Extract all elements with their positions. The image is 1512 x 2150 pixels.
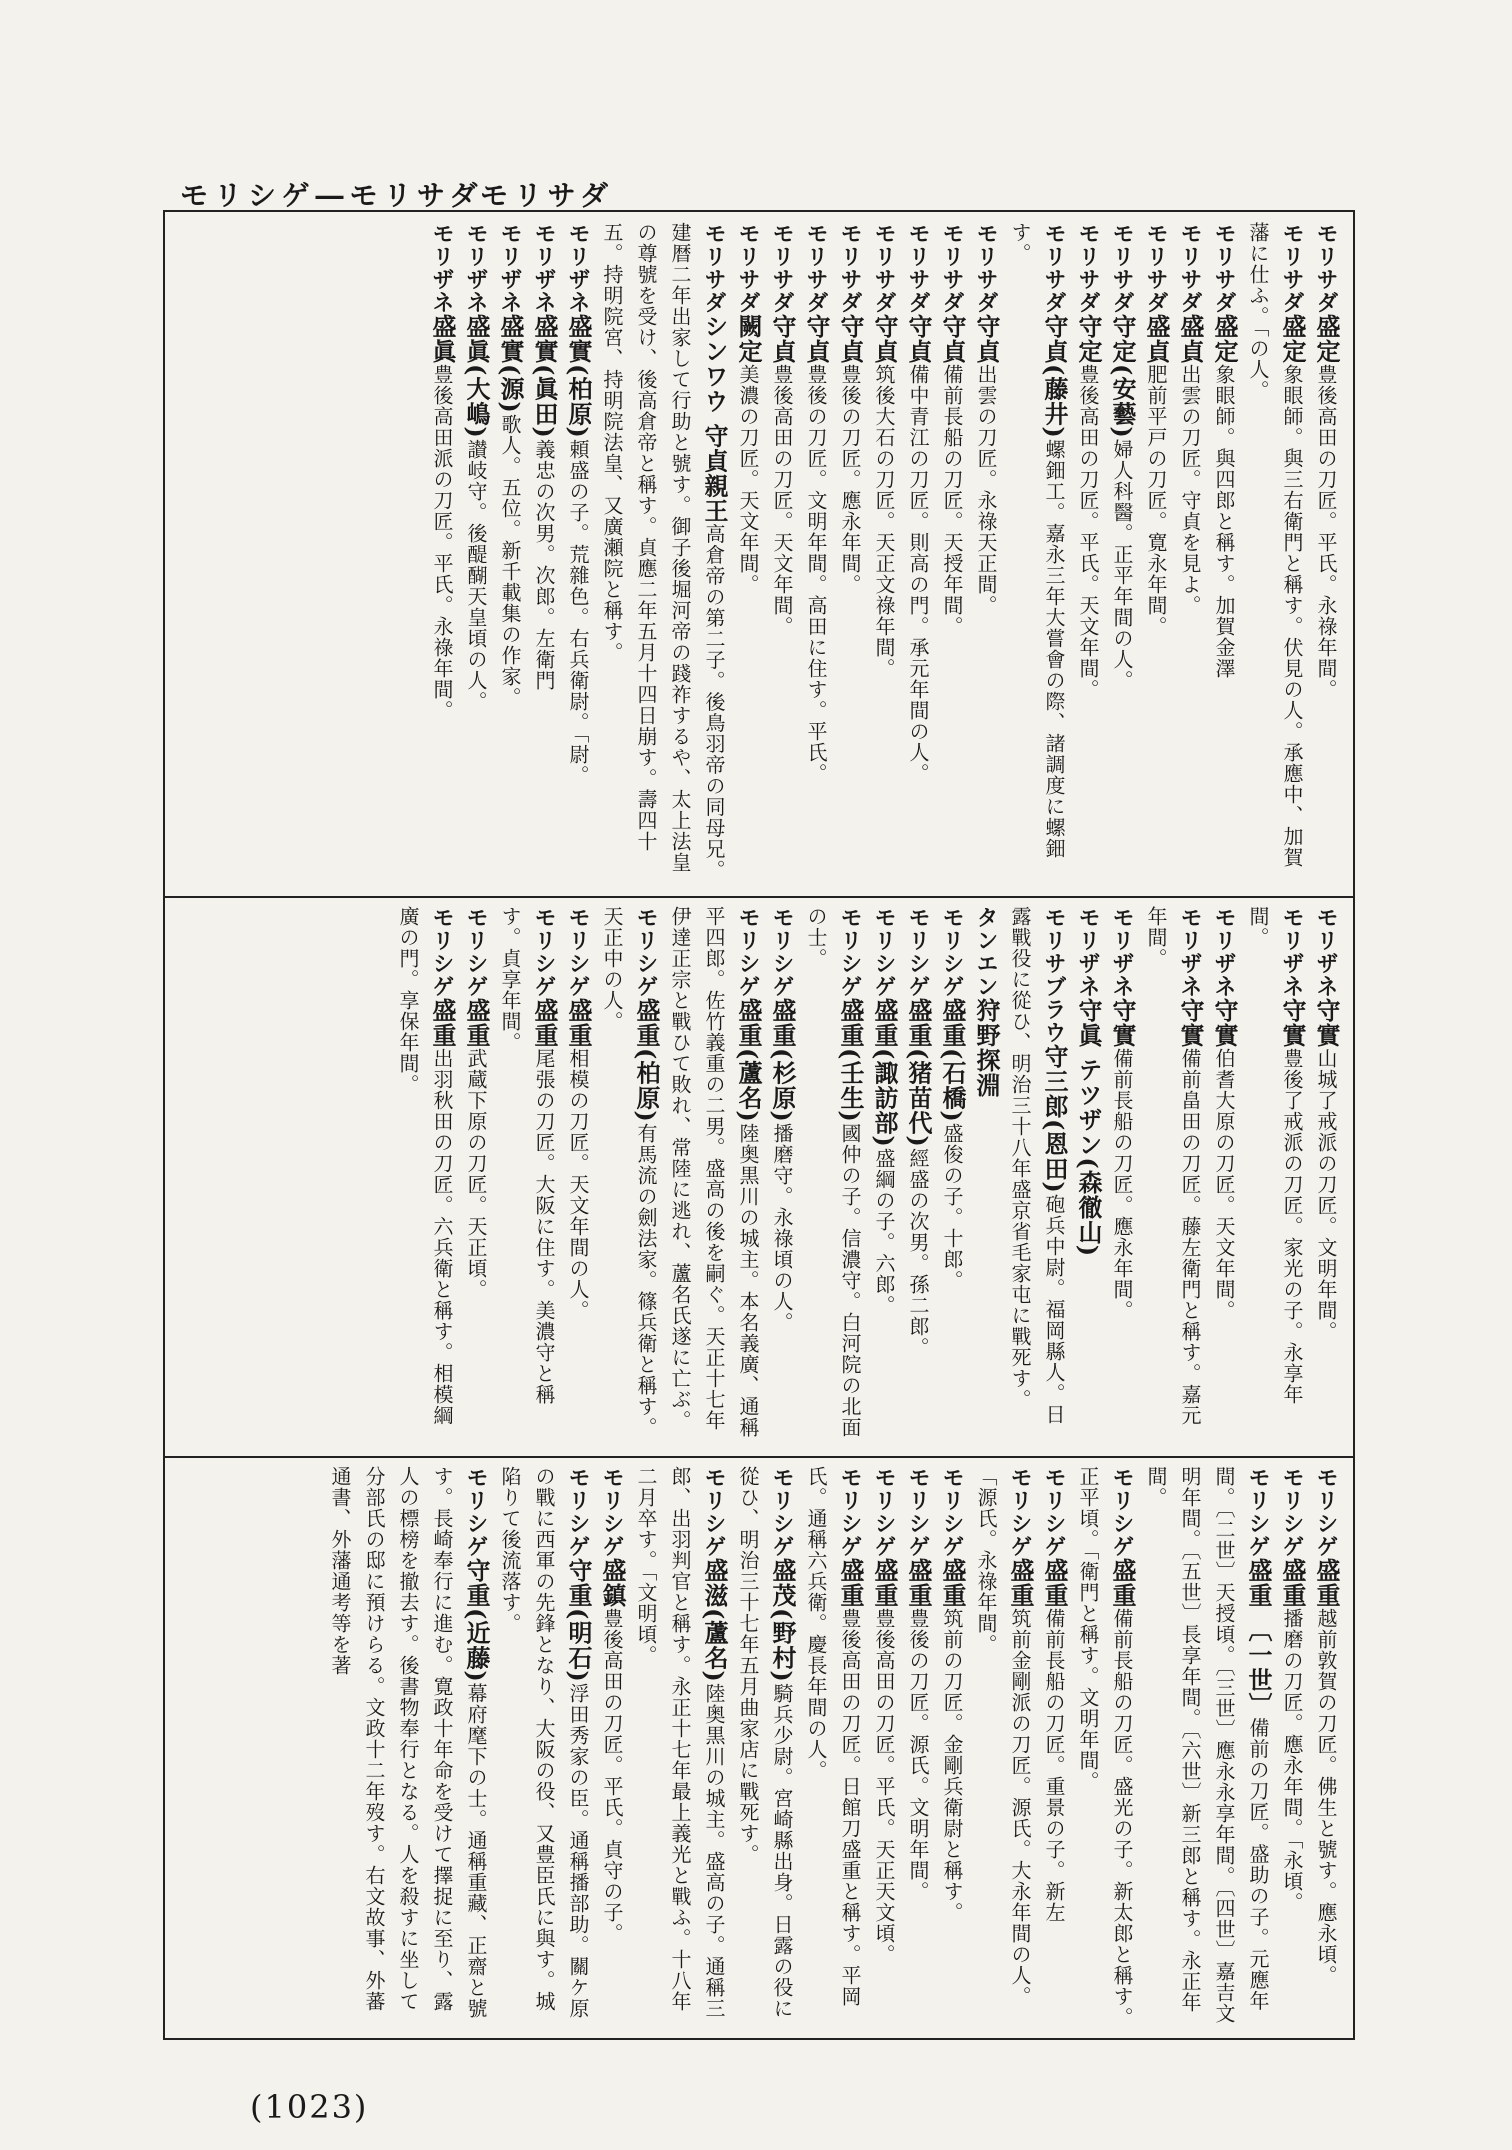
entry-description: 筑前金剛派の刀匠。源氏。大永年間の人。「源氏。永祿年間。 [974,1466,1032,2007]
entry-name: 盛貞 [1142,314,1171,364]
entry-description: 伯耆大原の刀匠。天文年間。 [1212,1048,1236,1321]
entry-reading: モリシゲ [905,906,931,998]
entry-description: 盛俊の子。十郎。 [940,1122,964,1291]
entry-name: 盛重(諏訪部) [870,998,899,1148]
entry-reading: モリシゲ [871,906,897,998]
entry-reading: モリサダ [905,222,931,314]
entry-name: 守定(安藝) [1108,314,1137,439]
entry-name: 守重(明石) [564,1558,593,1683]
entry-name: 守貞 [972,314,1001,364]
entry-reading: モリザネ [1313,906,1339,998]
entry-reading: モリシゲ [463,906,489,998]
entry-reading: モリザネ [1211,906,1237,998]
entry-description: 相模の刀匠。天文年間の人。 [566,1048,590,1321]
entry-name: 盛重(壬生) [836,998,865,1123]
entry-reading: モリサブラウ [1041,906,1067,1044]
entry-name: 盛重 [1040,1558,1069,1608]
dictionary-entry [1071,906,1105,1442]
header-guide-left: モリシゲ―モリサダ [180,179,484,212]
entry-reading: モリサダ [1041,222,1067,314]
entry-reading: モリシゲ [769,1466,795,1558]
entry-reading: モリザネ [531,222,557,314]
entry-reading: モリザネ [1177,906,1203,998]
entry-description: 播磨の刀匠。應永年間。「永頃。 [1280,1608,1304,1913]
dictionary-entry [1309,1466,1343,2032]
dictionary-entry [867,222,901,882]
entry-name: 盛重(石橋) [938,998,967,1123]
dictionary-entry [1139,906,1207,1442]
entry-name: 盛重 [1108,1558,1137,1608]
entry-reading: モリサダ [735,222,761,314]
entry-description: 豊後了戒派の刀匠。家光の子。永享年間。 [1246,906,1304,1405]
dictionary-entry [1139,222,1173,882]
entry-name: 守三郎(恩田) [1040,1044,1069,1194]
dictionary-entry [969,1466,1037,2032]
entry-reading: モリザネ [1075,906,1101,998]
entry-description: 備前長船の刀匠。重景の子。新左 [1042,1608,1066,1923]
entry-description: 象眼師。與四郎と稱す。加賀金澤 [1212,364,1236,679]
entry-reading: モリシゲ [1007,1466,1033,1558]
entry-reading: モリシゲ [837,906,863,998]
dictionary-entry [969,906,1003,1442]
dictionary-entry [1105,906,1139,1442]
bottom-entries [175,1466,1343,2032]
dictionary-entry [1207,222,1241,882]
dictionary-entry [425,222,459,882]
dictionary-entry [1105,222,1139,882]
entry-description: 國仲の子。信濃守。白河院の北面の士。 [804,906,862,1438]
entry-reading: モリサダ [1313,222,1339,314]
entry-name: 盛重(猪苗代) [904,998,933,1148]
entry-reading: タンエン [973,906,999,998]
entry-description: 出羽秋田の刀匠。六兵衛と稱す。相模綱廣の門。享保年間。 [396,906,454,1426]
entry-reading: モリシゲ [429,906,455,998]
entry-description: 豊後の刀匠。源氏。文明年間。 [906,1608,930,1902]
entry-name: 盛茂(野村) [768,1558,797,1683]
entry-reading: モリザネ [497,222,523,314]
entry-name: 盛定 [1278,314,1307,364]
entry-name: 守實 [1108,998,1137,1048]
dictionary-entry [1241,906,1309,1442]
entry-reading: モリシゲ [1279,1466,1305,1558]
entry-description: 豊後高田の刀匠。天文年間。 [770,364,794,637]
entry-name: 盛重 〔一世〕 [1244,1558,1273,1718]
dictionary-entry [1037,1466,1071,2032]
entry-description: 出雲の刀匠。永祿天正間。 [974,364,998,616]
entry-reading: モリサダ [1211,222,1237,314]
dictionary-entry [1275,1466,1309,2032]
entry-name: 盛滋(蘆名) [700,1558,729,1683]
entry-reading: モリシゲ [1313,1466,1339,1558]
dictionary-entry [833,222,867,882]
entry-name: 守貞 [938,314,967,364]
divider-2 [165,1456,1353,1458]
entry-reading: モリサダ [701,222,727,314]
entry-name: 盛實(眞田) [530,314,559,439]
dictionary-entry [799,222,833,882]
entry-description: 盛綱の子。六郎。 [872,1147,896,1316]
entry-reading: モリシゲ [1109,1466,1135,1558]
dictionary-entry [391,906,459,1442]
entry-name: 盛重 [904,1558,933,1608]
entry-name: 守眞 テツザン(森徹山) [1074,998,1103,1258]
entry-description: 螺鈿工。嘉永三年大嘗會の際、諸調度に螺鈿す。 [1008,222,1066,859]
entry-reading: モリサダ [1279,222,1305,314]
entry-reading: モリサダ [871,222,897,314]
entry-description: 豊後の刀匠。應永年間。 [838,364,862,595]
entry-name: 盛重 [870,1558,899,1608]
top-section [175,222,1343,882]
entry-description: 筑前の刀匠。金剛兵衛尉と稱す。 [940,1608,964,1923]
entry-description: 頼盛の子。荒雜色。右兵衛尉。「尉。 [566,438,590,786]
entry-name: 盛重 [530,998,559,1048]
entry-name: 盛重(柏原) [632,998,661,1123]
dictionary-entry [1003,906,1071,1442]
bottom-section [175,1466,1343,2032]
divider-1 [165,896,1353,898]
entry-description: 婦人科醫。正平年間の人。 [1110,438,1134,691]
dictionary-entry [1173,222,1207,882]
dictionary-entry [561,222,595,882]
dictionary-entry [527,222,561,882]
entry-reading: モリサダ [973,222,999,314]
entry-name: 盛鎮 [598,1558,627,1608]
entry-name: 守實 [1278,998,1307,1048]
entry-description: 豊後高田の刀匠。日館刀盛重と稱す。平岡氏。通稱六兵衛。慶長年間の人。 [804,1466,862,2007]
entry-name: 盛眞 [428,314,457,364]
entry-name: 盛實(柏原) [564,314,593,439]
entry-reading: モリシゲ [565,906,591,998]
dictionary-entry [765,222,799,882]
entry-name: 盛重(蘆名) [734,998,763,1123]
entry-description: 象眼師。與三右衛門と稱す。伏見の人。承應中、加賀藩に仕ふ。「の人。 [1246,222,1304,868]
dictionary-entry [799,906,867,1442]
entry-description: 備前長船の刀匠。天授年間。 [940,364,964,637]
entry-description: 豊後高田の刀匠。平氏。貞守の子。 [600,1608,624,1944]
entry-reading: モリサダ [769,222,795,314]
entry-description: 備前畠田の刀匠。藤左衛門と稱す。嘉元年間。 [1144,906,1202,1426]
entry-reading: モリザネ [429,222,455,314]
entry-description: 備前長船の刀匠。應永年間。 [1110,1048,1134,1321]
entry-description: 豊後高田派の刀匠。平氏。永祿年間。 [430,364,454,721]
entry-reading: モリシゲ [531,906,557,998]
dictionary-entry [765,906,799,1442]
entry-name: 盛重 [462,998,491,1048]
entry-name: 盛實(源) [496,314,525,414]
dictionary-entry [459,222,493,882]
dictionary-entry [935,906,969,1442]
dictionary-entry [901,906,935,1442]
entry-name: 守定 [1074,314,1103,364]
dictionary-entry [1207,906,1241,1442]
entry-reading: モリサダ [1177,222,1203,314]
dictionary-entry [1071,222,1105,882]
dictionary-entry [901,1466,935,2032]
dictionary-entry [1309,906,1343,1442]
entry-reading: モリサダ [803,222,829,314]
entry-name: 闕定 [734,314,763,364]
middle-entries [175,906,1343,1442]
entry-name: 守實 [1312,998,1341,1048]
entry-description: 義忠の次男。次郎。左衛門 [532,438,556,691]
entry-name: 守重(近藤) [462,1558,491,1683]
entry-reading: モリシゲ [769,906,795,998]
page-number: (1023) [250,2088,369,2126]
entry-name: 盛定 [1210,314,1239,364]
entry-description: 豊後高田の刀匠。平氏。天文年間。 [1076,364,1100,700]
entry-description: 讃岐守。後醍醐天皇頃の人。 [464,438,488,712]
dictionary-entry [867,1466,901,2032]
entry-name: 守實 [1176,998,1205,1048]
dictionary-entry [969,222,1003,882]
entry-description: 美濃の刀匠。天文年間。 [736,364,760,595]
dictionary-entry [1309,222,1343,882]
entry-reading: モリシゲ [871,1466,897,1558]
dictionary-entry [799,1466,867,2032]
entry-description: 豊後高田の刀匠。平氏。永祿年間。 [1314,364,1338,700]
header-guide-right: モリサダ [480,179,615,212]
entry-name: 守貞 [904,314,933,364]
entry-description: 筑後大石の刀匠。天正文祿年間。 [872,364,896,679]
entry-description: 備前の刀匠。盛助の子。元應年間。〔二世〕天授頃。〔三世〕應永永享年間。〔四世〕嘉吉文明年間。〔五世〕長享年間。〔六世〕新三郎と稱す。永正年間。 [1144,1466,1270,2024]
dictionary-entry [595,222,731,882]
dictionary-entry [493,906,561,1442]
dictionary-entry [493,1466,595,2032]
entry-reading: モリザネ [1279,906,1305,998]
dictionary-entry [1139,1466,1275,2032]
entry-name: シンワウ 守貞親王 [700,314,729,524]
entry-description: 備中青江の刀匠。則高の門。承元年間の人。 [906,364,930,784]
entry-reading: モリザネ [463,222,489,314]
entry-reading: モリシゲ [905,1466,931,1558]
dictionary-entry [663,906,765,1442]
entry-description: 浮田秀家の臣。通稱播部助。關ケ原の戰に西軍の先鋒となり、大阪の役、又豊臣氏に與す。城陷りて後流落す。 [498,1466,590,2019]
entry-description: 陸奥黒川の城主。盛高の子。通稱三郎、出羽判官と稱す。永正十七年最上義光と戰ふ。十八年二月卒す。「文明頃。 [634,1466,726,2019]
entry-description: 砲兵中尉。福岡縣人。日露戰役に從ひ、明治三十八年盛京省毛家屯に戰死す。 [1008,906,1066,1425]
entry-reading: モリシゲ [633,906,659,998]
entry-name: 守實 [1210,998,1239,1048]
entry-reading: モリシゲ [939,1466,965,1558]
entry-reading: モリシゲ [837,1466,863,1558]
entry-description: 武蔵下原の刀匠。天正頃。 [464,1048,488,1300]
entry-name: 盛貞 [1176,314,1205,364]
entry-description: 豊後高田の刀匠。平氏。天正天文頃。 [872,1608,896,1965]
dictionary-entry [595,1466,629,2032]
dictionary-entry [1003,222,1071,882]
entry-name: 守貞 [802,314,831,364]
entry-name: 盛重 [1278,1558,1307,1608]
dictionary-entry [731,1466,799,2032]
entry-name: 守貞(藤井) [1040,314,1069,439]
entry-reading: モリシゲ [1245,1466,1271,1558]
entry-description: 出雲の刀匠。守貞を見よ。 [1178,364,1202,616]
middle-section [175,906,1343,1442]
dictionary-entry [595,906,663,1442]
entry-name: 守貞 [870,314,899,364]
dictionary-entry [935,222,969,882]
entry-description: 經盛の次男。孫二郎。 [906,1147,930,1358]
entry-description: 豊後の刀匠。文明年間。高田に住す。平氏。 [804,364,828,784]
entry-name: 盛重 [428,998,457,1048]
entry-reading: モリシゲ [565,1466,591,1558]
entry-reading: モリシゲ [735,906,761,998]
entry-description: 備前長船の刀匠。盛光の子。新太郎と稱す。正平頃。「衛門と稱す。文明年間。 [1076,1466,1134,2028]
entry-reading: モリザネ [565,222,591,314]
top-entries [175,222,1343,882]
page-frame [163,210,1355,2040]
entry-description: 肥前平戸の刀匠。寛永年間。 [1144,364,1168,637]
entry-reading: モリザネ [1109,906,1135,998]
running-header [180,178,1280,214]
entry-description: 騎兵少尉。宮崎縣出身。日露の役に從ひ、明治三十七年五月曲家店に戰死す。 [736,1466,794,2019]
entry-name: 狩野探淵 [972,998,1001,1098]
entry-description: 有馬流の劍法家。篠兵衛と稱す。天正中の人。 [600,906,658,1438]
entry-name: 盛眞(大嶋) [462,314,491,439]
dictionary-entry [867,906,901,1442]
entry-description: 歌人。五位。新千載集の作家。 [498,413,522,708]
dictionary-entry [493,222,527,882]
entry-name: 盛重(杉原) [768,998,797,1123]
entry-name: 盛重 [938,1558,967,1608]
entry-reading: モリシゲ [463,1466,489,1558]
dictionary-entry [731,222,765,882]
dictionary-entry [561,906,595,1442]
dictionary-entry [459,906,493,1442]
entry-description: 尾張の刀匠。大阪に住す。美濃守と稱す。貞享年間。 [498,906,556,1405]
entry-name: 盛定 [1312,314,1341,364]
entry-reading: モリシゲ [599,1466,625,1558]
entry-name: 盛重 [836,1558,865,1608]
entry-reading: モリサダ [1109,222,1135,314]
entry-reading: モリサダ [939,222,965,314]
entry-description: 高倉帝の第二子。後鳥羽帝の同母兄。建暦二年出家して行助と號す。御子後堀河帝の踐祚するや、太上法皇の尊號を受け、後高倉帝と稱す。貞應二年五月十四日崩す。壽四十五。持明院宮、持明院法皇、又廣瀬院と稱す。 [600,222,726,881]
entry-description: 越前敦賀の刀匠。佛生と號す。應永頃。 [1314,1608,1338,1986]
entry-description: 山城了戒派の刀匠。文明年間。 [1314,1048,1338,1342]
entry-reading: モリシゲ [1041,1466,1067,1558]
entry-reading: モリサダ [1075,222,1101,314]
dictionary-entry [1241,222,1309,882]
dictionary-entry [935,1466,969,2032]
entry-name: 盛重 [1006,1558,1035,1608]
entry-description: 陸奥黒川の城主。本名義廣、通稱平四郎。佐竹義重の二男。盛高の後を嗣ぐ。天正十七年伊達正宗と戰ひて敗れ、常陸に逃れ、蘆名氏遂に亡ぶ。 [668,906,760,1438]
entry-name: 守貞 [768,314,797,364]
dictionary-entry [1071,1466,1139,2032]
entry-reading: モリサダ [1143,222,1169,314]
dictionary-entry [629,1466,731,2032]
entry-name: 盛重 [1312,1558,1341,1608]
entry-description: 播磨守。永祿頃の人。 [770,1122,794,1333]
entry-reading: モリサダ [837,222,863,314]
entry-reading: モリシゲ [939,906,965,998]
entry-reading: モリシゲ [701,1466,727,1558]
entry-name: 守貞 [836,314,865,364]
entry-name: 盛重 [564,998,593,1048]
entry-description: 幕府麾下の士。通稱重藏、正齋と號す。長崎奉行に進む。寛政十年命を受けて擇捉に至り、露人の標榜を撤去す。後書物奉行となる。人を殺すに坐して分部氏の邸に預けらる。文政十二年歿す。右文故事、外蕃通書、外藩通考等を著 [328,1466,488,2019]
dictionary-entry [323,1466,493,2032]
dictionary-entry [901,222,935,882]
